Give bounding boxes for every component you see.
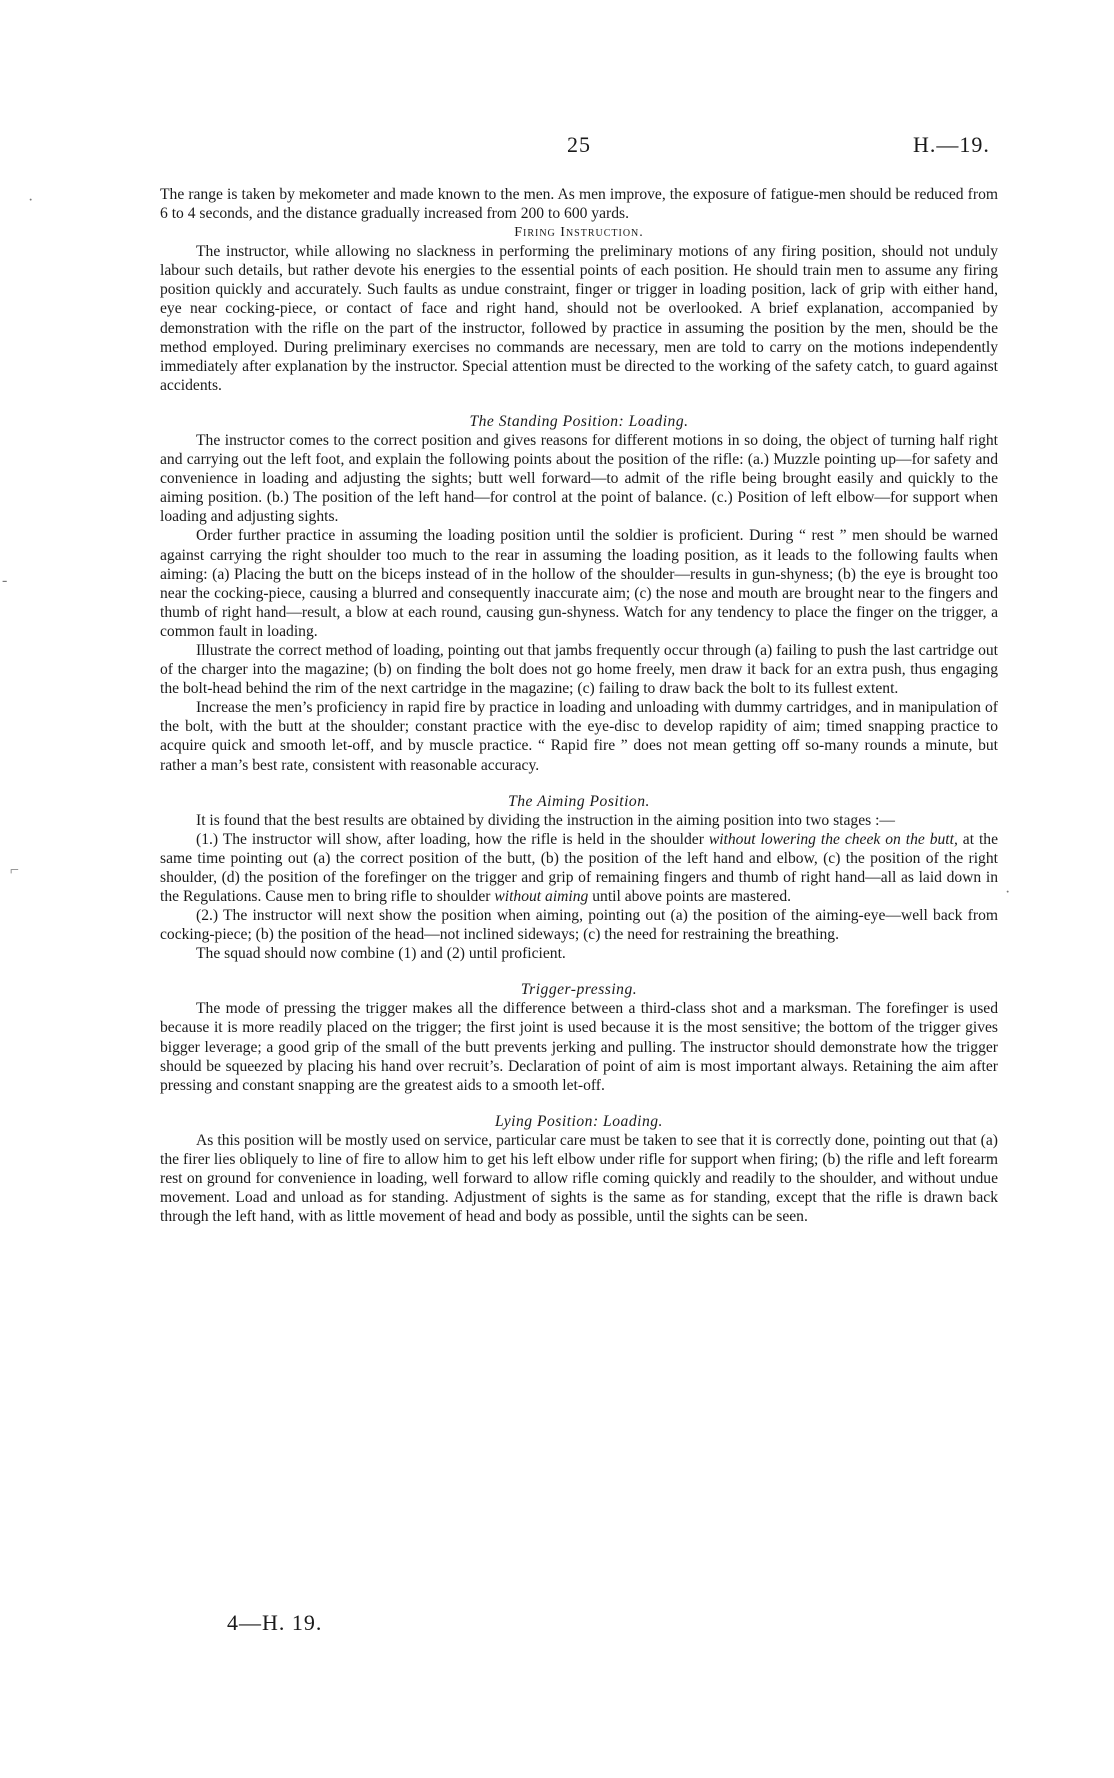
emphasis: without aiming — [494, 888, 589, 905]
page-number: 25 — [567, 132, 591, 157]
paragraph: (2.) The instructor will next show the position when aiming, pointing out (a) the position of the aiming-eye—well back from cocking-piece; (b) the position of the head—not inclined sideways; (c) the need for restraining the breathing. — [160, 907, 998, 944]
scan-mark: ⌐ — [10, 862, 20, 879]
text-run: (1.) The instructor will show, after loading, how the rifle is held in the shoulder — [196, 830, 709, 848]
paragraph: As this position will be mostly used on service, particular care must be taken to see that it is correctly done, pointing out that (a) the firer lies obliquely to line of fire to allow him to get his left elbow under rifle for support when firing; (b) the rifle and left forearm rest on ground for convenience in loading, well forward to allow rifle coming quickly and readily to the shoulder, and without undue movement. Load and unload as for standing. Adjustment of sights is the same as for standing, except that the rifle is drawn back through the left hand, with as little movement of head and body as possible, until the sights can be seen. — [160, 1131, 998, 1226]
document-body — [160, 185, 998, 1226]
section-heading-aiming-position: The Aiming Position. — [508, 792, 650, 810]
section-heading-lying-position: Lying Position: Loading. — [495, 1112, 663, 1130]
document-reference: H.—19. — [913, 132, 990, 157]
paragraph: The instructor, while allowing no slackness in performing the preliminary motions of any firing position, should not unduly labour such details, but rather devote his energies to the essential points of each position. He should train men to assume any firing position quickly and accurately. Such faults as undue constraint, finger or trigger in loading position, lack of grip with either hand, eye near cocking-piece, or contact of face and right hand, should not be overlooked. A brief explanation, accompanied by demonstration with the rifle on the part of the instructor, followed by practice in assuming the position by the men, should be the method employed. During preliminary exercises no commands are necessary, men are told to carry on the motions independently immediately after explanation by the instructor. Special attention must be directed to the working of the safety catch, to guard against accidents. — [160, 243, 998, 394]
text-run: at the same time pointing out (a) the correct position of the butt, (b) the position of the left hand and elbow, (c) the position of the right shoulder, (d) the position of the forefinger on the trigger and grip of remaining fingers and thumb of right hand—all as laid down in the Regulations. Cause men to bring rifle to shoulder — [160, 830, 998, 905]
section-heading-standing-position: The Standing Position: Loading. — [469, 412, 689, 430]
paragraph: Illustrate the correct method of loading, pointing out that jambs frequently occur through (a) failing to push the last cartridge out of the charger into the magazine; (b) on finding the bolt does not go home freely, men draw it back for an extra push, thus engaging the bolt-head behind the rim of the next cartridge in the magazine; (c) failing to draw back the bolt to its fullest extent. — [160, 641, 998, 698]
footer-signature: 4—H. 19. — [227, 1610, 323, 1635]
paragraph — [160, 830, 998, 906]
paragraph: The instructor comes to the correct position and gives reasons for different motions in so doing, the object of turning half right and carrying out the left foot, and explain the following points about the position of the rifle: (a.) Muzzle pointing up—for safety and convenience in loading and adjusting the sights; butt well forward—to admit of the rifle being brought easily and quickly to the aiming position. (b.) The position of the left hand—for control at the point of balance. (c.) Position of left elbow—for support when loading and adjusting sights. — [160, 431, 998, 526]
paragraph: The mode of pressing the trigger makes all the difference between a third-class shot and a marksman. The forefinger is used because it is more readily placed on the trigger; the first joint is used because it is the most sensitive; the bottom of the trigger gives bigger leverage; a good grip of the small of the butt prevents jerking and pulling. The instructor should demonstrate how the trigger should be squeezed by placing his hand over recruit’s. Declaration of point of aim is most important always. Retaining the aim after pressing and constant snapping are the greatest aids to a smooth let-off. — [160, 1000, 998, 1094]
emphasis: without lowering the cheek on the butt, — [708, 830, 958, 848]
intro-paragraph: The range is taken by mekometer and made known to the men. As men improve, the exposure of fatigue-men should be reduced from 6 to 4 seconds, and the distance gradually increased from 200 to 600 yards. — [160, 186, 998, 223]
section-heading-trigger-pressing: Trigger-pressing. — [520, 981, 638, 999]
scan-mark: · — [1005, 884, 1011, 901]
section-heading-firing-instruction: Firing Instruction. — [514, 225, 644, 241]
scan-mark: · — [28, 192, 34, 209]
paragraph: Order further practice in assuming the loading position until the soldier is proficient. During “ rest ” men should be warned against carrying the right shoulder too much to the rear in assuming the loading position, as it leads to the following faults when aiming: (a) Placing the butt on the biceps instead of in the hollow of the shoulder—results in gun-shyness; (b) the eye is brought too near the cocking-piece, causing a blurred and consequently inaccurate aim; (c) the nose and mouth are brought near to the fingers and thumb of right hand—result, a blow at each round, causing gun-shyness. Watch for any tendency to place the finger on the trigger, a common fault in loading. — [160, 527, 998, 640]
text-run: until above points are mastered. — [588, 888, 792, 905]
paragraph: It is found that the best results are obtained by dividing the instruction in the aiming position into two stages :— — [196, 811, 896, 829]
scan-mark: - — [2, 572, 8, 589]
paragraph: The squad should now combine (1) and (2) until proficient. — [196, 945, 566, 963]
paragraph: Increase the men’s proficiency in rapid fire by practice in loading and unloading with dummy cartridges, and in manipulation of the bolt, with the butt at the shoulder; constant practice with the eye-disc to develop rapidity of aim; timed snapping practice to acquire quick and smooth let-off, and by muscle practice. “ Rapid fire ” does not mean getting off so-many rounds a minute, but rather a man’s best rate, consistent with reasonable accuracy. — [160, 699, 998, 774]
